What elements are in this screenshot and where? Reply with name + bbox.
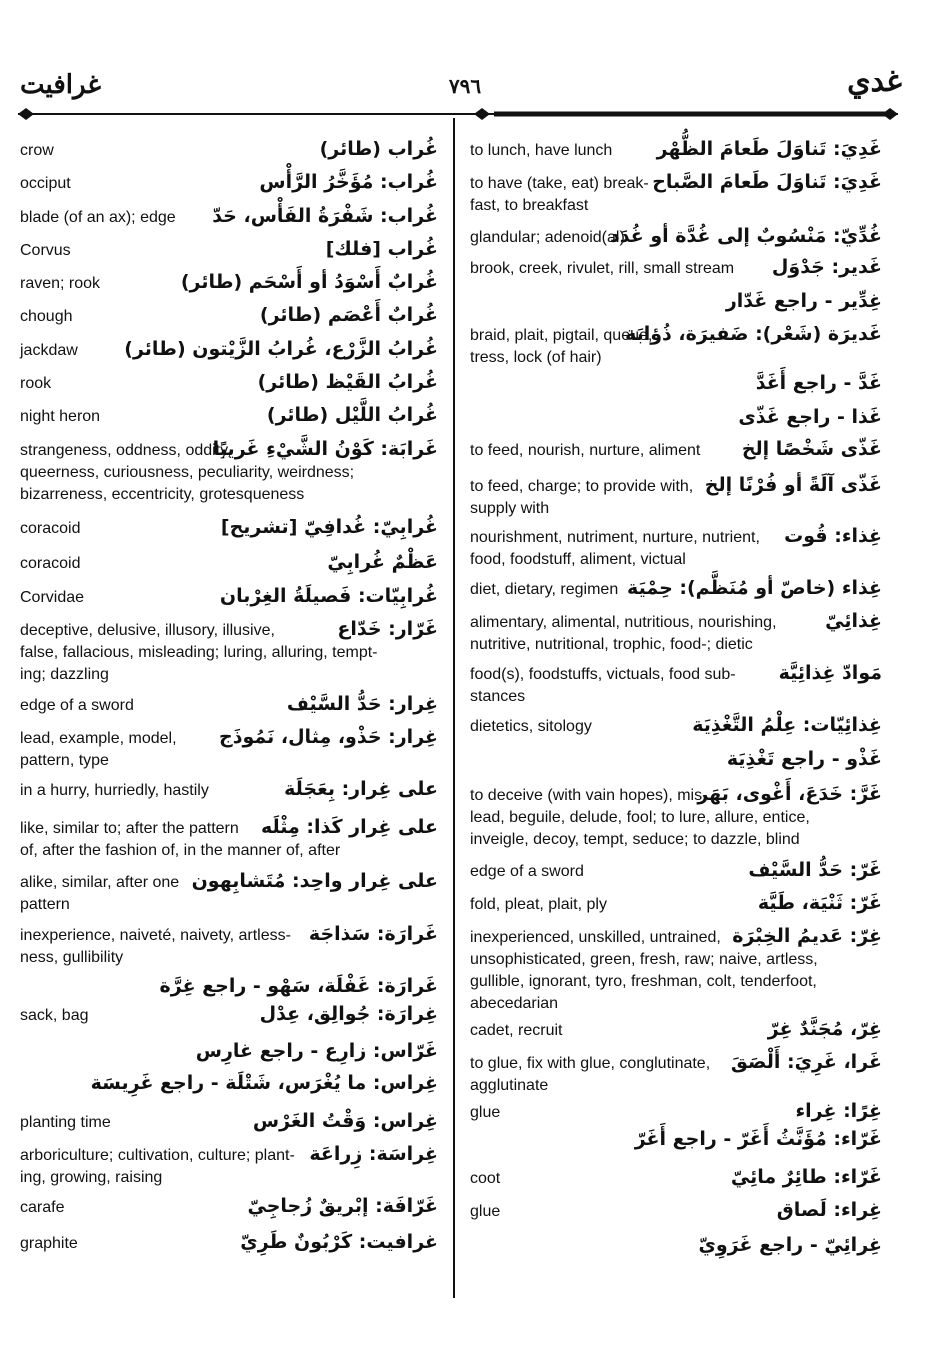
entry-english-continued: pattern, type [20,752,109,769]
left-guide-word: غرافيت [20,70,101,100]
entry-arabic-headword: غُراب (طائر) [319,138,438,160]
entry-english: raven; rook [20,275,101,292]
dictionary-entry [470,716,882,738]
dictionary-entry [470,612,882,656]
entry-english: to glue, fix with glue, conglutinate, [470,1055,711,1072]
entry-english-continued: false, fallacious, misleading; luring, alluring, tempt- [20,644,378,661]
entry-english: glue [470,1203,501,1220]
dictionary-entry [20,340,438,362]
entry-arabic-headword: غَرّاء: مُؤَنَّثُ أَغَرّ - راجع أَغَرّ [634,1128,882,1150]
dictionary-entry [20,140,438,162]
entry-english-continued: fast, to breakfast [470,197,589,214]
entry-english: lead, example, model, [20,730,177,747]
entry-arabic-headword: غَرّافَة: إبْريقٌ زُجاجِيّ [247,1195,438,1217]
entry-arabic-headword: غِذاء: قُوت [784,525,882,547]
dictionary-entry [20,728,438,772]
entry-arabic-headword: غِدِّير - راجع غَدّار [725,290,882,312]
entry-english: to feed, charge; to provide with, [470,478,694,495]
entry-arabic-headword: غُراب: شَفْرَةُ الفَأْس، حَدّ [212,205,438,227]
entry-arabic-headword: غَدَّ - راجع أَغَدَّ [755,372,882,394]
dictionary-entry [470,440,882,462]
entry-arabic-headword: غَرّ: ثَنْيَة، طَيَّة [757,892,882,914]
dictionary-entry [20,872,438,916]
entry-arabic-headword: غُرابٌ أَعْصَم (طائر) [259,304,438,326]
dictionary-entry [470,1102,882,1124]
entry-english-continued: abecedarian [470,995,559,1012]
dictionary-entry [20,440,438,506]
dictionary-entry [20,306,438,328]
column-divider [453,118,455,1298]
entry-english: planting time [20,1114,111,1131]
entry-arabic-headword: غَدير: جَدْوَل [771,256,882,278]
entry-english: to lunch, have lunch [470,142,613,159]
entry-english-continued: supply with [470,500,550,517]
right-guide-word: غدي [847,64,902,99]
entry-arabic-headword: غِرًا: غِراء [795,1100,882,1122]
entry-english: nourishment, nutriment, nurture, nutrient, [470,529,760,546]
entry-arabic-headword: غِرارَة: جُوالِق، عِدْل [259,1003,438,1025]
entry-english: to have (take, eat) break- [470,175,649,192]
entry-arabic-headword: غَرابَة: كَوْنُ الشَّيْءِ غَريبًا [212,438,438,460]
entry-arabic-headword: غَذّى شَخْصًا إلخ [741,438,882,460]
entry-arabic-headword: غِراس: وَقْتُ الغَرْس [252,1110,438,1132]
dictionary-entry [20,1112,438,1134]
entry-arabic-headword: غِذائِيّ [825,610,882,632]
entry-english-continued: inveigle, decoy, tempt, seduce; to dazzle, blind [470,831,800,848]
entry-english: edge of a sword [470,863,584,880]
entry-english: to deceive (with vain hopes), mis- [470,787,708,804]
entry-english: jackdaw [20,342,78,359]
entry-english-continued: of, after the fashion of, in the manner of, after [20,842,341,859]
entry-english-continued: lead, beguile, delude, fool; to lure, allure, entice, [470,809,810,826]
dictionary-entry [470,527,882,571]
entry-arabic-headword: غرافيت: كَرْبُونٌ طَرِيّ [240,1231,438,1253]
entry-arabic-headword: غُراب: مُؤَخَّرُ الرَّأْس [259,171,438,193]
dictionary-entry [470,1168,882,1190]
dictionary-entry [20,240,438,262]
dictionary-entry [20,518,438,540]
entry-arabic-headword: غَدِيَ: تَناوَلَ طَعامَ الصَّباح [652,171,882,193]
entry-english-continued: nutritive, nutritional, trophic, food-; dietic [470,636,753,653]
entry-arabic-headword: غُرابِيّات: فَصيلَةُ الغِرْبان [219,585,438,607]
dictionary-entry [470,325,882,369]
entry-arabic-headword: غَذّى آلَةً أو فُرْنًا إلخ [704,474,882,496]
entry-arabic-headword: غَديرَة (شَعْر): ضَفيرَة، ذُؤابَة [625,323,882,345]
dictionary-entry [470,894,882,916]
entry-english: occiput [20,175,71,192]
entry-english-continued: unsophisticated, green, fresh, raw; naive, artless, [470,951,818,968]
dictionary-entry [20,373,438,395]
entry-english: in a hurry, hurriedly, hastily [20,782,209,799]
entry-english: coot [470,1170,501,1187]
entry-arabic-headword: غِرّ: عَديمُ الخِبْرَة [732,925,882,947]
entry-arabic-headword: غَرا، غَرِيَ: أَلْصَقَ [730,1051,882,1073]
entry-arabic-headword: غَرارَة: سَذاجَة [308,923,438,945]
entry-arabic-headword: غُرابُ القَيْظ (طائر) [257,371,438,393]
entry-english: to feed, nourish, nurture, aliment [470,442,701,459]
dictionary-entry [20,553,438,575]
dictionary-entry [20,695,438,717]
entry-english: coracoid [20,520,81,537]
dictionary-entry [20,780,438,802]
entry-english: night heron [20,408,101,425]
entry-arabic-headword: غُرابِيّ: غُدافِيّ [تشريح] [220,516,438,538]
dictionary-entry [470,664,882,708]
entry-english: crow [20,142,54,159]
entry-english: Corvidae [20,589,85,606]
entry-english-continued: queerness, curiousness, peculiarity, weirdness; [20,464,355,481]
entry-english: dietetics, sitology [470,718,592,735]
dictionary-entry [20,207,438,229]
entry-english-continued: bizarreness, eccentricity, grotesqueness [20,486,305,503]
dictionary-entry [470,173,882,217]
entry-english-continued: agglutinate [470,1077,549,1094]
entry-arabic-headword: على غِرار: بِعَجَلَة [284,778,438,800]
entry-english: alimentary, alimental, nutritious, nourishing, [470,614,777,631]
entry-english: sack, bag [20,1007,89,1024]
dictionary-entry [470,1201,882,1223]
dictionary-entry [470,927,882,1015]
entry-english-continued: ing; dazzling [20,666,109,683]
dictionary-entry [470,861,882,883]
entry-english: coracoid [20,555,81,572]
entry-arabic-headword: غِذاء (خاصّ أو مُنَظَّم): حِمْيَة [627,577,882,599]
dictionary-entry [20,925,438,969]
entry-arabic-headword: غُرابُ اللَّيْل (طائر) [266,404,438,426]
entry-english: like, similar to; after the pattern [20,820,239,837]
dictionary-entry [470,579,882,601]
entry-english: alike, similar, after one [20,874,180,891]
entry-arabic-headword: غِرار: حَذْو، مِثال، نَمُوذَج [219,726,438,748]
entry-arabic-headword: غُرابٌ أَسْوَدُ أو أَسْحَم (طائر) [180,271,438,293]
entry-arabic-headword: غِذائِيّات: عِلْمُ التَّغْذِيَة [692,714,882,736]
entry-english: carafe [20,1199,65,1216]
entry-arabic-headword: عَظْمٌ غُرابِيّ [327,551,438,573]
entry-arabic-headword: غِراسَة: زِراعَة [309,1143,438,1165]
entry-arabic-headword: غَرّ: حَدُّ السَّيْف [748,859,882,881]
entry-english: glue [470,1104,501,1121]
entry-arabic-headword: غَرّار: خَدّاع [337,618,438,640]
entry-english: arboriculture; cultivation, culture; plant- [20,1147,295,1164]
entry-english-continued: food, foodstuff, aliment, victual [470,551,686,568]
entry-english: brook, creek, rivulet, rill, small stream [470,260,735,277]
page-header [0,0,948,135]
entry-english: strangeness, oddness, oddity, [20,442,232,459]
dictionary-entry [20,406,438,428]
dictionary-entry [20,1005,438,1027]
entry-arabic-headword: غَدِيَ: تَناوَلَ طَعامَ الظُّهْر [656,138,882,160]
entry-arabic-headword: غُراب [فلك] [325,238,438,260]
entry-arabic-headword: غُرابُ الزَّرْع، غُرابُ الزَّيْتون (طائر) [124,338,438,360]
dictionary-entry [470,785,882,851]
entry-english: inexperience, naiveté, naivety, artless- [20,927,291,944]
page-number: ٧٩٦ [448,74,482,98]
entry-english: edge of a sword [20,697,134,714]
entry-english-continued: pattern [20,896,70,913]
entry-arabic-headword: غِراس: ما يُغْرَس، شَتْلَة - راجع غَرِيسَة [90,1072,438,1094]
entry-english-continued: gullible, ignorant, tyro, freshman, colt, tenderfoot, [470,973,817,990]
dictionary-entry [20,1233,438,1255]
dictionary-entry [470,227,882,249]
entry-english-continued: stances [470,688,526,705]
dictionary-entry [20,818,438,862]
entry-arabic-headword: غَذا - راجع غَذّى [738,406,882,428]
entry-english: braid, plait, pigtail, queue, [470,327,653,344]
dictionary-entry [20,620,438,686]
dictionary-entry [20,1145,438,1189]
dictionary-entry [20,173,438,195]
entry-english-continued: ness, gullibility [20,949,124,966]
entry-arabic-headword: غَرارَة: غَفْلَة، سَهْو - راجع غِرَّة [159,975,438,997]
entry-arabic-headword: غَرَّ: خَدَعَ، أَغْوى، بَهَر [697,783,882,805]
entry-arabic-headword: غَذْو - راجع تَغْذِيَة [726,748,882,770]
entry-english: Corvus [20,242,71,259]
entry-arabic-headword: غِراء: لَصاق [776,1199,882,1221]
entry-english: rook [20,375,52,392]
dictionary-entry [20,1197,438,1219]
dictionary-entry [470,258,882,280]
entry-english-continued: tress, lock (of hair) [470,349,602,366]
entry-english-continued: ing, growing, raising [20,1169,163,1186]
entry-english: diet, dietary, regimen [470,581,619,598]
entry-arabic-headword: غِرار: حَدُّ السَّيْف [286,693,438,715]
entry-english: blade (of an ax); edge [20,209,176,226]
entry-arabic-headword: غَرّاء: طائِرٌ مائِيّ [730,1166,882,1188]
entry-english: fold, pleat, plait, ply [470,896,607,913]
entry-english: graphite [20,1235,78,1252]
entry-arabic-headword: غُدِّيّ: مَنْسُوبٌ إلى غُدَّة أو غُدَد [610,225,882,247]
entry-english: chough [20,308,73,325]
entry-english: cadet, recruit [470,1022,563,1039]
dictionary-entry [470,476,882,520]
entry-english: inexperienced, unskilled, untrained, [470,929,721,946]
dictionary-entry [470,1020,882,1042]
entry-english: deceptive, delusive, illusory, illusive, [20,622,275,639]
dictionary-entry [20,587,438,609]
dictionary-entry [20,273,438,295]
entry-arabic-headword: غَرّاس: زارِع - راجع غارِس [195,1040,438,1062]
entry-arabic-headword: على غِرار كَذا: مِثْلَه [261,816,438,838]
dictionary-entry [470,140,882,162]
header-rule [18,108,898,120]
entry-arabic-headword: مَوادّ غِذائِيَّة [778,662,882,684]
entry-arabic-headword: على غِرار واحِد: مُتَشابِهون [191,870,438,892]
entry-english: glandular; adenoid(al) [470,229,625,246]
dictionary-entry [470,1053,882,1097]
entry-arabic-headword: غِرّ، مُجَنَّدٌ غِرّ [767,1018,882,1040]
entry-arabic-headword: غِرائِيّ - راجع غَرَوِيّ [698,1234,882,1256]
entry-english: food(s), foodstuffs, victuals, food sub- [470,666,736,683]
